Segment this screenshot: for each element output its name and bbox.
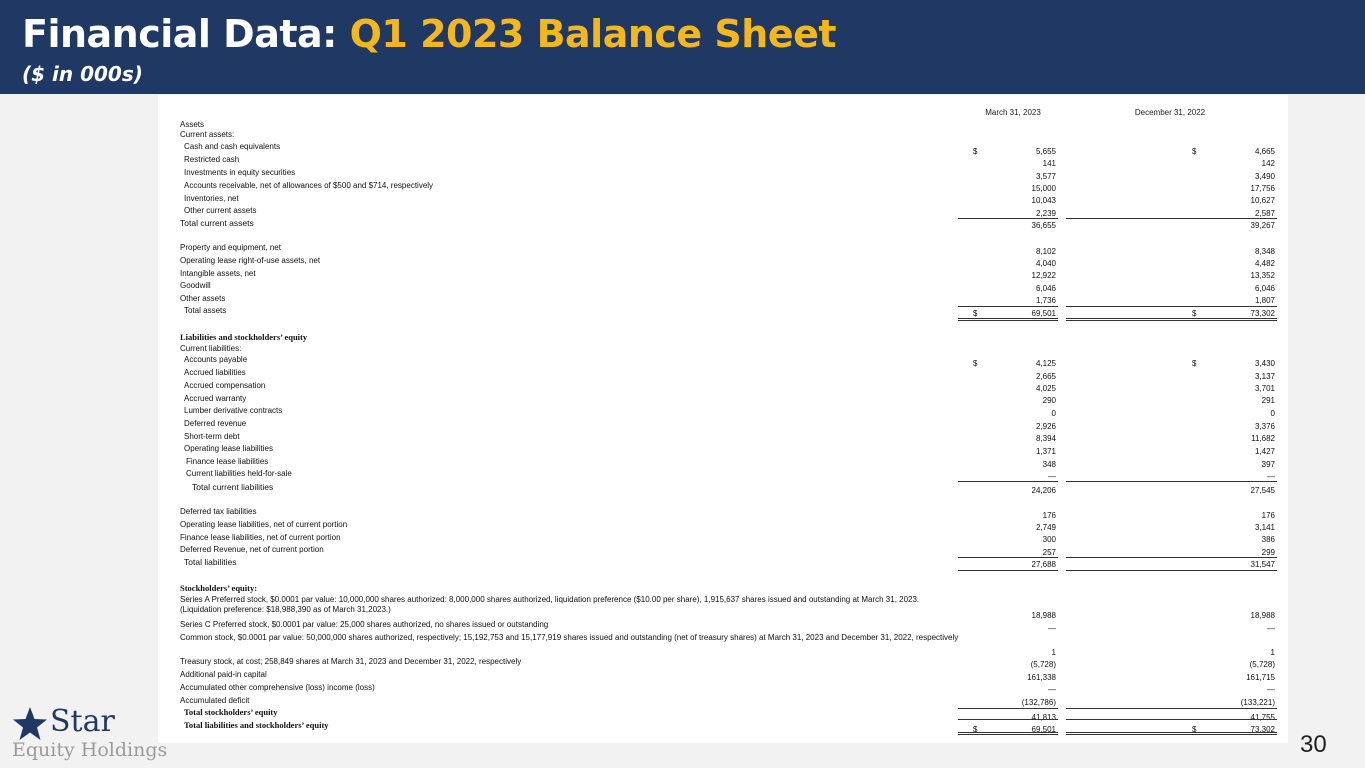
table-row: Accrued compensation 4,025 3,701	[184, 381, 1275, 393]
table-row: Accrued warranty 290 291	[184, 394, 1275, 405]
table-row: Total current assets 36,655 39,267	[180, 218, 1275, 230]
star-logo-icon	[12, 706, 48, 742]
table-row: Total assets $ 69,501 $ 73,302	[184, 306, 1275, 318]
table-row: Short-term debt 8,394 11,682	[184, 432, 1275, 443]
table-row: Current liabilities held-for-sale — —	[186, 469, 1275, 481]
logo-subtitle: Equity Holdings	[12, 739, 168, 761]
table-row: Goodwill 6,046 6,046	[180, 281, 1275, 293]
table-row: Total stockholders’ equity 41,813 41,755	[184, 707, 1275, 722]
table-row: Finance lease liabilities, net of current portion 300 386	[180, 533, 1275, 544]
table-row: Current liabilities:	[180, 344, 242, 353]
table-row: Series A Preferred stock, $0.0001 par value: 10,000,000 shares authorized: 8,000,000 shares authorized, liquidation preference ($10.00 per share), 1,915,637 shares issued and outstanding at March 31, 2023. (Liquidation preference: $18,988,390 as of March 31,2023.) 18,988 18,988	[180, 595, 1275, 620]
table-row: Liabilities and stockholders’ equity	[180, 332, 308, 342]
table-row: Total liabilities and stockholders’ equity $ 69,501 $ 73,302	[184, 720, 1275, 734]
logo-name: Star	[50, 704, 115, 739]
double-underline	[958, 732, 1058, 735]
page-subtitle: ($ in 000s)	[22, 62, 143, 86]
table-row: Series C Preferred stock, $0.0001 par value: 25,000 shares authorized, no shares issued or outstanding — —	[180, 620, 1275, 633]
table-row: Finance lease liabilities 348 397	[186, 457, 1275, 469]
title-bar	[0, 0, 1365, 94]
table-row: Cash and cash equivalents $ 5,655 $ 4,665	[184, 142, 1275, 156]
table-row: Accrued liabilities 2,665 3,137	[184, 368, 1275, 381]
table-row: Assets	[180, 120, 205, 129]
table-row: Total liabilities 27,688 31,547	[184, 557, 1275, 569]
table-row: Stockholders’ equity:	[180, 583, 258, 593]
underline	[958, 570, 1058, 571]
table-row: Lumber derivative contracts 0 0	[184, 406, 1275, 418]
table-row: Accounts payable $ 4,125 $ 3,430	[184, 355, 1275, 368]
table-row: Inventories, net 10,043 10,627	[184, 194, 1275, 205]
table-row: Total current liabilities 24,206 27,545	[192, 482, 1275, 495]
table-row: Operating lease liabilities, net of current portion 2,749 3,141	[180, 520, 1275, 532]
table-row: Deferred Revenue, net of current portion 257 299	[180, 545, 1275, 557]
table-row: Accounts receivable, net of allowances of $500 and $714, respectively 15,000 17,756	[184, 181, 1275, 193]
table-row: Common stock, $0.0001 par value: 50,000,000 shares authorized, respectively; 15,192,753 and 15,177,919 shares issued and outstanding (net of treasury shares) at March 31, 2023 and December 31, 2022, respectively 1 1	[180, 633, 1275, 657]
title-highlight: Q1 2023 Balance Sheet	[349, 12, 837, 56]
double-underline	[1066, 732, 1277, 735]
table-row: Treasury stock, at cost; 258,849 shares at March 31, 2023 and December 31, 2022, respectively (5,728) (5,728)	[180, 657, 1275, 669]
table-row: Restricted cash 141 142	[184, 155, 1275, 168]
table-row: Deferred revenue 2,926 3,376	[184, 419, 1275, 431]
table-row: Operating lease liabilities 1,371 1,427	[184, 444, 1275, 456]
double-underline	[958, 318, 1058, 321]
table-row: Property and equipment, net 8,102 8,348	[180, 243, 1275, 256]
underline	[1066, 570, 1277, 571]
table-row: Other assets 1,736 1,807	[180, 294, 1275, 305]
table-row: Additional paid-in capital 161,338 161,715	[180, 670, 1275, 682]
table-row: Other current assets 2,239 2,587	[184, 206, 1275, 218]
column-header-dec-2022: December 31, 2022	[1134, 108, 1206, 117]
page-number: 30	[1300, 731, 1327, 758]
table-row: Accumulated deficit (132,786) (133,221)	[180, 696, 1275, 707]
double-underline	[1066, 318, 1277, 321]
page-title: Financial Data: Q1 2023 Balance Sheet	[22, 12, 837, 56]
table-row: Investments in equity securities 3,577 3,490	[184, 168, 1275, 181]
column-header-mar-2023: March 31, 2023	[985, 108, 1041, 117]
table-row: Deferred tax liabilities 176 176	[180, 507, 1275, 520]
table-row: Intangible assets, net 12,922 13,352	[180, 269, 1275, 280]
table-row: Current assets:	[180, 130, 235, 139]
table-row: Accumulated other comprehensive (loss) income (loss) — —	[180, 683, 1275, 694]
table-row: Operating lease right-of-use assets, net 4,040 4,482	[180, 256, 1275, 268]
